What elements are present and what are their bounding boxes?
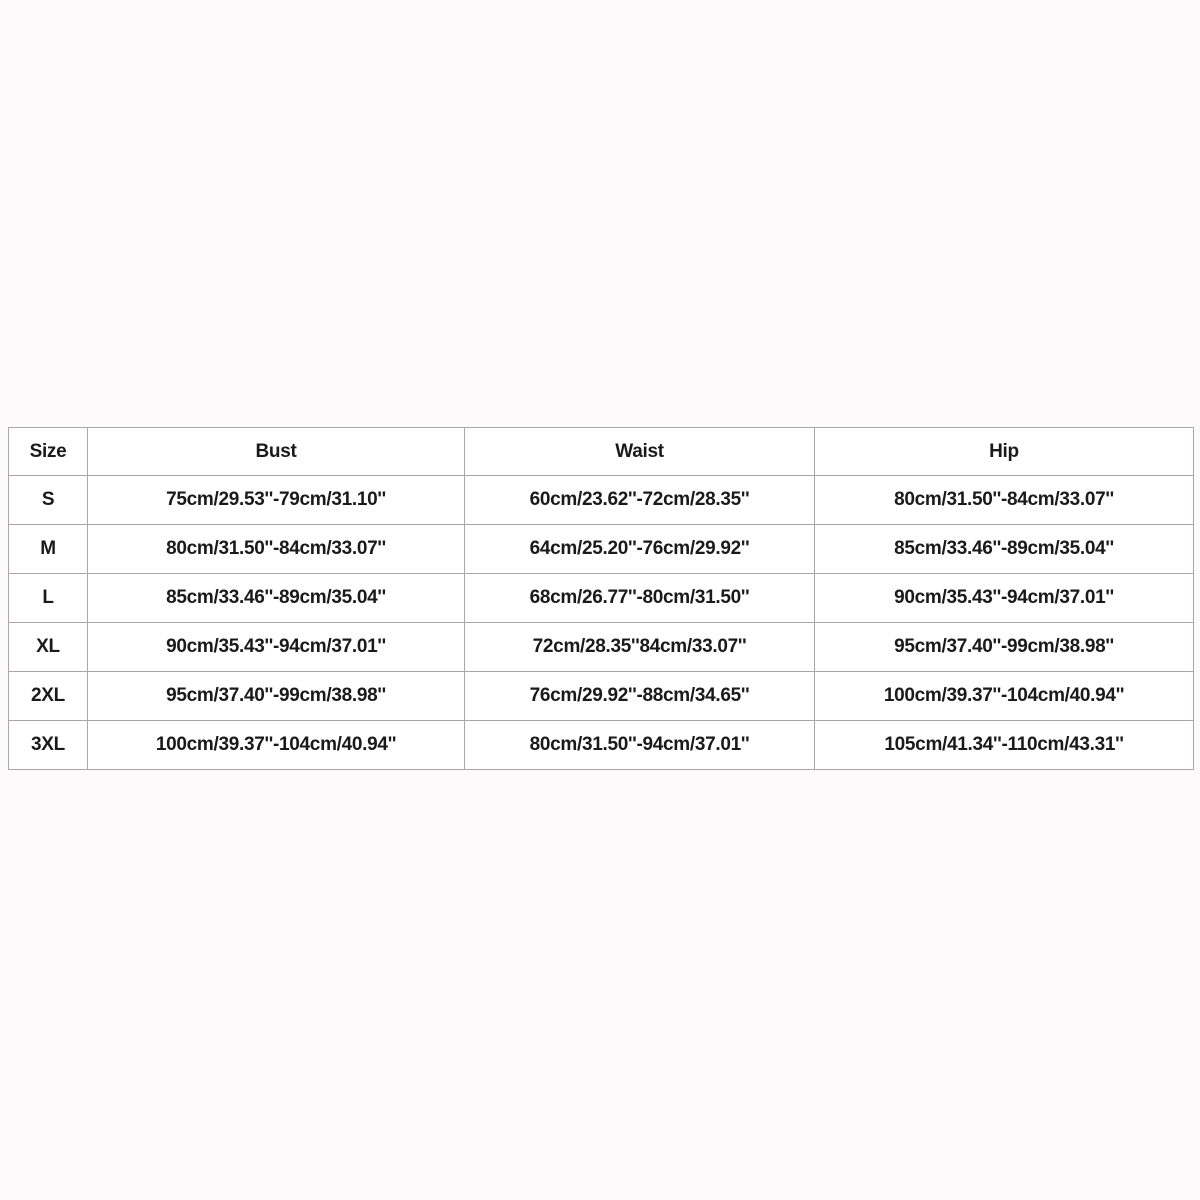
size-cell: 3XL bbox=[9, 721, 88, 770]
header-hip: Hip bbox=[815, 428, 1194, 476]
table-row bbox=[9, 721, 1194, 770]
header-size: Size bbox=[9, 428, 88, 476]
hip-cell: 90cm/35.43''-94cm/37.01'' bbox=[815, 574, 1194, 623]
hip-cell: 105cm/41.34''-110cm/43.31'' bbox=[815, 721, 1194, 770]
table-header-row bbox=[9, 428, 1194, 476]
bust-cell: 100cm/39.37''-104cm/40.94'' bbox=[88, 721, 465, 770]
size-cell: M bbox=[9, 525, 88, 574]
table-row bbox=[9, 476, 1194, 525]
bust-cell: 75cm/29.53''-79cm/31.10'' bbox=[88, 476, 465, 525]
waist-cell: 76cm/29.92''-88cm/34.65'' bbox=[465, 672, 815, 721]
size-chart-table bbox=[8, 427, 1194, 770]
bust-cell: 95cm/37.40''-99cm/38.98'' bbox=[88, 672, 465, 721]
size-cell: 2XL bbox=[9, 672, 88, 721]
bust-cell: 90cm/35.43''-94cm/37.01'' bbox=[88, 623, 465, 672]
hip-cell: 80cm/31.50''-84cm/33.07'' bbox=[815, 476, 1194, 525]
hip-cell: 85cm/33.46''-89cm/35.04'' bbox=[815, 525, 1194, 574]
waist-cell: 80cm/31.50''-94cm/37.01'' bbox=[465, 721, 815, 770]
waist-cell: 72cm/28.35''84cm/33.07'' bbox=[465, 623, 815, 672]
size-cell: S bbox=[9, 476, 88, 525]
size-cell: XL bbox=[9, 623, 88, 672]
header-bust: Bust bbox=[88, 428, 465, 476]
table-row bbox=[9, 623, 1194, 672]
waist-cell: 64cm/25.20''-76cm/29.92'' bbox=[465, 525, 815, 574]
bust-cell: 85cm/33.46''-89cm/35.04'' bbox=[88, 574, 465, 623]
table-row bbox=[9, 525, 1194, 574]
waist-cell: 60cm/23.62''-72cm/28.35'' bbox=[465, 476, 815, 525]
table-row bbox=[9, 672, 1194, 721]
header-waist: Waist bbox=[465, 428, 815, 476]
waist-cell: 68cm/26.77''-80cm/31.50'' bbox=[465, 574, 815, 623]
bust-cell: 80cm/31.50''-84cm/33.07'' bbox=[88, 525, 465, 574]
hip-cell: 100cm/39.37''-104cm/40.94'' bbox=[815, 672, 1194, 721]
hip-cell: 95cm/37.40''-99cm/38.98'' bbox=[815, 623, 1194, 672]
size-cell: L bbox=[9, 574, 88, 623]
table-row bbox=[9, 574, 1194, 623]
